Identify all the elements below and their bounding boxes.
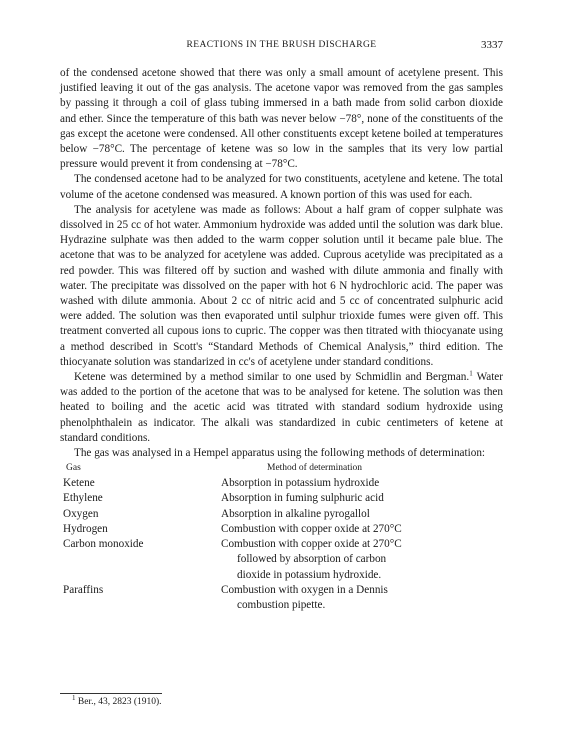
- method-cell: [221, 537, 503, 583]
- col-header-gas: Gas: [66, 463, 81, 474]
- ketene-method-text: Water was added to the portion of the acetone that was to be analysed for ketene. The solution was then heated to boiling and the acetic acid was titrated with standard sodium hydroxide using phenolphthalein as indicator. The alkali was standardized in cubic centimeters of ketene at standard conditions.: [60, 371, 503, 444]
- gas-name: Ketene: [63, 477, 95, 490]
- method-cell: [221, 583, 503, 613]
- paragraph-gas-analysis: The gas was analysed in a Hempel apparatus using the following methods of determination:: [74, 447, 486, 460]
- footnote-mark: 1: [72, 693, 76, 702]
- method-text: Combustion with copper oxide at 270°C: [221, 522, 402, 535]
- paragraph-acetone-removal: of the condensed acetone showed that there was only a small amount of acetylene present. This justified leaving it out of the gas analysis. The acetone vapor was removed from the gas samples by passing it through a coil of glass tubing immersed in a bath made from solid carbon dioxide and ether. Since the temperature of this bath was never below −78°, none of the constituents of the gas except the acetone were condensed. All other constituents except ketene boiled at temperatures below −78°C. The percentage of ketene was so low in the samples that its very low partial pressure would prevent it from condensing at −78°C.: [60, 67, 503, 171]
- gas-name: Paraffins: [63, 583, 104, 596]
- footnote-reference: 1: [469, 369, 473, 378]
- method-cell: [221, 491, 503, 506]
- table-row: [60, 583, 503, 613]
- table-row: [60, 522, 503, 537]
- gas-name: Hydrogen: [63, 522, 108, 535]
- table-row: [60, 507, 503, 522]
- page-number: 3337: [481, 39, 503, 51]
- ketene-lead-sentence: Ketene was determined by a method similar to one used by Schmidlin and Bergman.: [74, 371, 470, 384]
- method-cell: [221, 507, 503, 522]
- paragraph-acetylene-analysis: The analysis for acetylene was made as follows: About a half gram of copper sulphate was dissolved in 25 cc of hot water. Ammonium hydroxide was added until the solution was dark blue. Hydrazine sulphate was then added to the warm copper solution until it became pale blue. The acetone that was to be analyzed for acetylene was added. Cuprous acetylide was precipitated as a red powder. This was filtered off by suction and washed with dilute ammonia and finally with water. The precipitate was dissolved on the paper with hot 6 N hydrochloric acid. The paper was washed with dilute ammonia. About 2 cc of nitric acid and 5 cc of concentrated sulphuric acid were added. The solution was then evaporated until sulphur trioxide fumes were given off. This treatment converted all cupous ions to cupric. The copper was then titrated with thiocyanate using a method described in Scott's “Standard Methods of Chemical Analysis,” third edition. The thiocyanate solution was standarized in cc's of acetylene under standard conditions.: [60, 203, 503, 368]
- method-text: Combustion with copper oxide at 270°C: [221, 538, 402, 551]
- gas-methods-table: [60, 461, 503, 613]
- method-text: Absorption in alkaline pyrogallol: [221, 507, 370, 520]
- paragraph-condensed-acetone: The condensed acetone had to be analyzed for two constituents, acetylene and ketene. The total volume of the acetone condensed was measured. A known portion of this was used for each.: [60, 173, 503, 201]
- method-continuation: combustion pipette.: [237, 598, 326, 611]
- col-header-method: Method of determination: [267, 463, 362, 474]
- gas-name: Ethylene: [63, 492, 103, 505]
- method-text: Combustion with oxygen in a Dennis: [221, 583, 388, 596]
- running-title: REACTIONS IN THE BRUSH DISCHARGE: [186, 40, 377, 50]
- table-header-row: [60, 461, 503, 476]
- method-continuation: dioxide in potassium hydroxide.: [237, 568, 382, 581]
- method-cell: [221, 476, 503, 491]
- method-text: Absorption in potassium hydroxide: [221, 477, 380, 490]
- table-row: [60, 476, 503, 491]
- footnote-text: Ber., 43, 2823 (1910).: [75, 697, 162, 707]
- method-cell: [221, 522, 503, 537]
- method-continuation: followed by absorption of carbon: [237, 553, 387, 566]
- running-header: [60, 40, 503, 54]
- gas-name: Oxygen: [63, 507, 99, 520]
- body-text: [60, 66, 503, 613]
- paragraph-ketene-analysis: [60, 370, 503, 446]
- table-row: [60, 537, 503, 583]
- footnote: [72, 693, 162, 707]
- gas-name: Carbon monoxide: [63, 538, 144, 551]
- table-row: [60, 491, 503, 506]
- method-text: Absorption in fuming sulphuric acid: [221, 492, 384, 505]
